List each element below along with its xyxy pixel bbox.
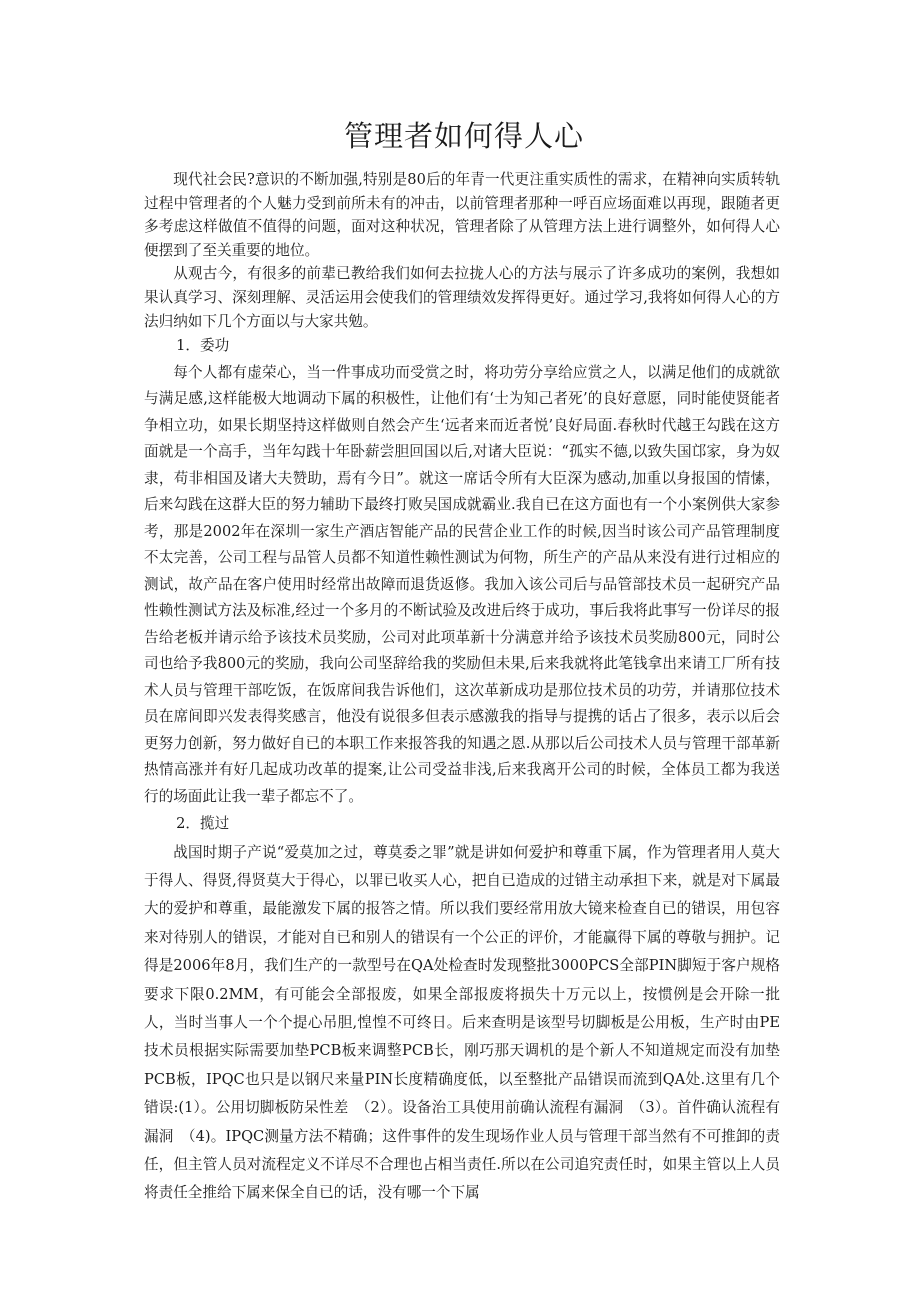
intro-paragraph-2: 从观古今，有很多的前辈已教给我们如何去拉拢人心的方法与展示了许多成功的案例，我想如果认真学习、深刻理解、灵活运用会使我们的管理绩效发挥得更好。通过学习,我将如何得人心的方法归纳如下几个方面以与大家共勉。 (144, 265, 780, 330)
section-1-heading: 1．委功 (176, 337, 230, 355)
intro-block (144, 168, 780, 333)
section-2-heading: 2．揽过 (176, 815, 230, 833)
section-languo (144, 810, 780, 1208)
section-1-body: 每个人都有虚荣心，当一件事成功而受赏之时，将功劳分享给应赏之人，以满足他们的成就欲与满足感,这样能极大地调动下属的积极性，让他们有‘士为知己者死’的良好意愿，同时能使贤能者争相立功，如果长期坚持这样做则自然会产生‘远者来而近者悦’良好局面.春秋时代越王勾践在这方面就是一个高手，当年勾践十年卧薪尝胆回国以后,对诸大臣说：“孤实不德,以致失国邙家，身为奴隶，苟非相国及诸大夫赞助，焉有今日”。就这一席话令所有大臣深为感动,加重以身报国的情愫，后来勾践在这群大臣的努力辅助下最终打败吴国成就霸业.我自已在这方面也有一个小案例供大家参考，那是2002年在深圳一家生产酒店智能产品的民营企业工作的时候,因当时该公司产品管理制度不太完善，公司工程与品管人员都不知道性赖性测试为何物，所生产的产品从来没有进行过相应的测试，故产品在客户使用时经常出故障而退货返修。我加入该公司后与品管部技术员一起研究产品性赖性测试方法及标准,经过一个多月的不断试验及改进后终于成功，事后我将此事写一份详尽的报告给老板并请示给予该技术员奖励，公司对此项革新十分满意并给予该技术员奖励800元，同时公司也给予我800元的奖励，我向公司坚辞给我的奖励但未果,后来我就将此笔钱拿出来请工厂所有技术人员与管理干部吃饭，在饭席间我告诉他们，这次革新成功是那位技术员的功劳，并请那位技术员在席间即兴发表得奖感言，他没有说很多但表示感激我的指导与提携的话占了很多，表示以后会更努力创新，努力做好自已的本职工作来报答我的知遇之恩.从那以后公司技术人员与管理干部革新热情高涨并有好几起成功改革的提案,让公司受益非浅,后来我离开公司的时候，全体员工都为我送行的场面此让我一辈子都忘不了。 (144, 363, 780, 805)
section-weigong (144, 333, 780, 810)
document-page (144, 112, 780, 1208)
section-2-body: 战国时期子产说“爱莫加之过，尊莫委之罪”就是讲如何爱护和尊重下属，作为管理者用人莫大于得人、得贤,得贤莫大于得心，以罪已收买人心，把自已造成的过错主动承担下来，就是对下属最大的爱护和尊重，最能激发下属的报答之情。所以我们要经常用放大镜来检查自已的错误，用包容来对待别人的错误，才能对自已和别人的错误有一个公正的评价，才能赢得下属的尊敬与拥护。记得是2006年8月，我们生产的一款型号在QA处检查时发现整批3000PCS全部PIN脚短于客户规格要求下限0.2MM，有可能会全部报废，如果全部报废将损失十万元以上，按惯例是会开除一批人，当时当事人一个个提心吊胆,惶惶不可终日。后来查明是该型号切脚板是公用板，生产时由PE技术员根据实际需要加垫PCB板来调整PCB长，刚巧那天调机的是个新人不知道规定而没有加垫PCB板，IPQC也只是以钢尺来量PIN长度精确度低，以至整批产品错误而流到QA处.这里有几个错误:(1）。公用切脚板防呆性差 （2）。设备治工具使用前确认流程有漏洞 （3）。首件确认流程有漏洞 （4)。IPQC测量方法不精确；这件事件的发生现场作业人员与管理干部当然有不可推卸的责任，但主管人员对流程定义不详尽不合理也占相当责任.所以在公司追究责任时，如果主管以上人员将责任全推给下属来保全自已的话，没有哪一个下属 (144, 843, 780, 1202)
document-title: 管理者如何得人心 (343, 119, 584, 153)
intro-paragraph-1: 现代社会民?意识的不断加强,特别是80后的年青一代更注重实质性的需求，在精神向实质转轨过程中管理者的个人魅力受到前所未有的冲击，以前管理者那种一呼百应场面难以再现，跟随者更多考虑这样做值不值得的问题，面对这种状况，管理者除了从管理方法上进行调整外，如何得人心便摆到了至关重要的地位。 (144, 171, 780, 259)
